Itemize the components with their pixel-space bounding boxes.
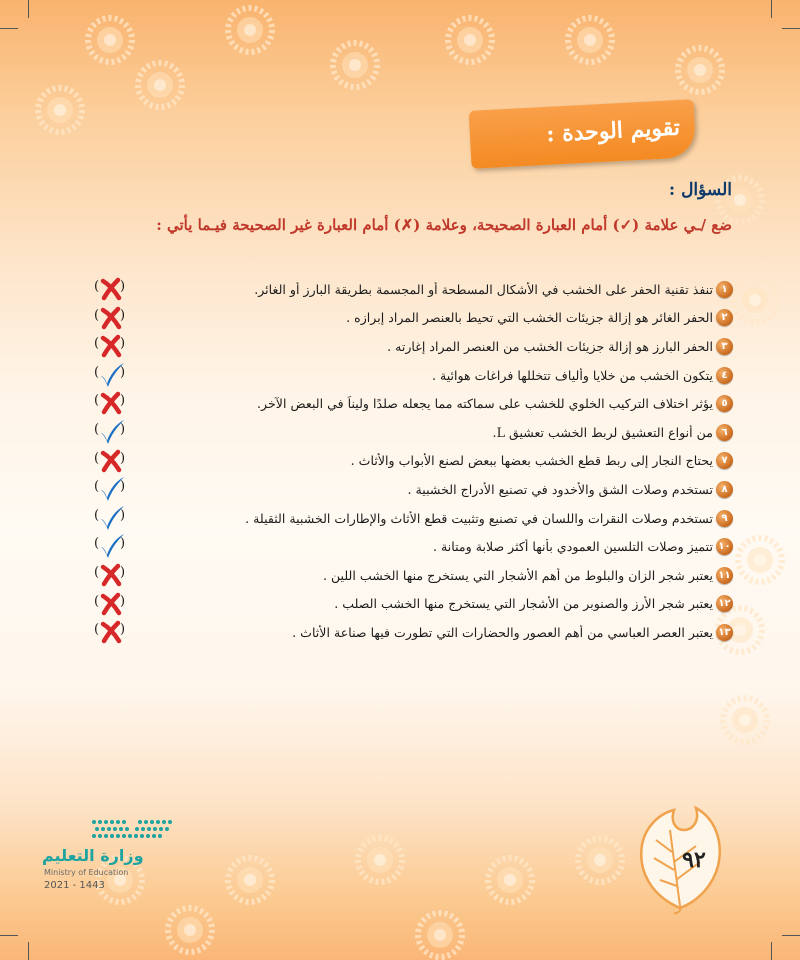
crop-mark: [0, 28, 18, 29]
answer-box: [90, 591, 130, 617]
answer-paren-open: (: [94, 479, 100, 495]
answer-box: [90, 362, 130, 388]
statement-list: [90, 275, 733, 647]
crop-mark: [771, 942, 772, 960]
answer-paren-close: ): [120, 364, 126, 380]
statement-number-badge: ٣: [716, 338, 733, 355]
statement-number-badge: ٩: [716, 510, 733, 527]
answer-paren-close: ): [120, 279, 126, 294]
ministry-name-en: Ministry of Education: [44, 868, 129, 877]
statement-number-badge: ١١: [716, 567, 733, 584]
answer-paren-close: ): [120, 336, 126, 352]
answer-paren-open: (: [94, 364, 100, 380]
statement-text: تستخدم وصلات النقرات واللسان في تصنيع وتثبيت قطع الأثاث والإطارات الخشبية الثقيلة .: [245, 510, 713, 526]
answer-paren-open: (: [94, 507, 100, 523]
statement-text: الحفر البارز هو إزالة جزيئات الخشب من العنصر المراد إغارته .: [387, 338, 713, 354]
answer-paren-open: (: [94, 564, 100, 580]
answer-paren-close: ): [120, 622, 126, 638]
edition-year: 2021 - 1443: [44, 880, 105, 891]
crop-mark: [0, 935, 18, 936]
question-heading: السؤال :: [668, 180, 732, 200]
answer-paren-open: (: [94, 450, 100, 466]
statement-item: [90, 361, 733, 390]
ministry-logo-mark: [90, 818, 180, 844]
ministry-logo: [42, 818, 182, 898]
statement-text: يعتبر العصر العباسي من أهم العصور والحضارات التي تطورت فيها صناعة الأثاث .: [292, 624, 713, 640]
statement-text: تستخدم وصلات الشق والأخدود في تصنيع الأدراج الخشبية .: [407, 481, 713, 497]
statement-number-badge: ١٢: [716, 595, 733, 612]
statement-item: [90, 504, 733, 533]
answer-paren-open: (: [94, 622, 100, 638]
answer-paren-open: (: [94, 307, 100, 323]
statement-number-badge: ٨: [716, 481, 733, 498]
answer-box: [90, 562, 130, 588]
answer-box: [90, 476, 130, 502]
answer-paren-close: ): [120, 479, 126, 495]
answer-box: [90, 619, 130, 645]
answer-box: [90, 419, 130, 445]
statement-text: يحتاج النجار إلى ربط قطع الخشب بعضها ببعض لصنع الأبواب والأثاث .: [350, 453, 713, 469]
statement-text: يؤثر اختلاف التركيب الخلوي للخشب على سماكته مما يجعله صلدًا وليناً في البعض الآخر.: [257, 396, 713, 412]
statement-item: [90, 389, 733, 418]
page-number: ٩٢: [682, 847, 706, 873]
statement-text: يعتبر شجر الأرز والصنوبر من الأشجار التي يستخرج منها الخشب الصلب .: [334, 596, 713, 612]
ministry-name-ar: وزارة التعليم: [42, 846, 144, 865]
answer-box: [90, 533, 130, 559]
answer-paren-close: ): [120, 507, 126, 523]
answer-paren-close: ): [120, 450, 126, 466]
answer-paren-close: ): [120, 421, 126, 437]
crop-mark: [771, 0, 772, 18]
crop-mark: [28, 0, 29, 18]
answer-box: [90, 390, 130, 416]
statement-item: [90, 304, 733, 333]
statement-number-badge: ١٣: [716, 624, 733, 641]
answer-paren-close: ): [120, 593, 126, 609]
answer-paren-open: (: [94, 393, 100, 409]
answer-paren-open: (: [94, 336, 100, 352]
answer-paren-open: (: [94, 536, 100, 552]
answer-paren-open: (: [94, 279, 100, 294]
statement-text: الحفر الغائر هو إزالة جزيئات الخشب التي تحيط بالعنصر المراد إبرازه .: [346, 310, 713, 326]
statement-number-badge: ٢: [716, 309, 733, 326]
answer-paren-close: ): [120, 307, 126, 323]
answer-box: [90, 333, 130, 359]
answer-paren-close: ): [120, 564, 126, 580]
statement-text: من أنواع التعشيق لربط الخشب تعشيق L.: [492, 424, 713, 440]
answer-paren-close: ): [120, 536, 126, 552]
statement-item: [90, 475, 733, 504]
question-instruction: ضع /ـي علامة (✓) أمام العبارة الصحيحة، وعلامة (✗) أمام العبارة غير الصحيحة فيـما يأتي :: [156, 216, 732, 234]
crop-mark: [782, 28, 800, 29]
statement-item: [90, 418, 733, 447]
page-title: تقويم الوحدة :: [545, 114, 681, 148]
statement-text: يعتبر شجر الزان والبلوط من أهم الأشجار التي يستخرج منها الخشب اللين .: [322, 567, 713, 583]
statement-item: [90, 275, 733, 304]
answer-box: [90, 505, 130, 531]
answer-box: [90, 305, 130, 331]
statement-item: [90, 590, 733, 619]
statement-number-badge: ٧: [716, 452, 733, 469]
statement-item: [90, 447, 733, 476]
answer-paren-open: (: [94, 421, 100, 437]
statement-number-badge: ١٠: [716, 538, 733, 555]
statement-number-badge: ٥: [716, 395, 733, 412]
statement-item: [90, 332, 733, 361]
answer-paren-open: (: [94, 593, 100, 609]
statement-text: يتكون الخشب من خلايا وألياف تتخللها فراغات هوائية .: [431, 367, 713, 383]
crop-mark: [28, 942, 29, 960]
statement-item: [90, 561, 733, 590]
statement-item: [90, 532, 733, 561]
answer-paren-close: ): [120, 393, 126, 409]
answer-box: [90, 276, 130, 302]
statement-number-badge: ٦: [716, 424, 733, 441]
crop-mark: [782, 935, 800, 936]
statement-number-badge: ١: [716, 281, 733, 298]
statement-text: تتميز وصلات التلسين العمودي بأنها أكثر صلابة ومتانة .: [432, 539, 713, 555]
answer-box: [90, 448, 130, 474]
statement-text: تنفذ تقنية الحفر على الخشب في الأشكال المسطحة أو المجسمة بطريقة البارز أو الغائر.: [254, 281, 713, 297]
statement-item: [90, 618, 733, 647]
statement-number-badge: ٤: [716, 367, 733, 384]
